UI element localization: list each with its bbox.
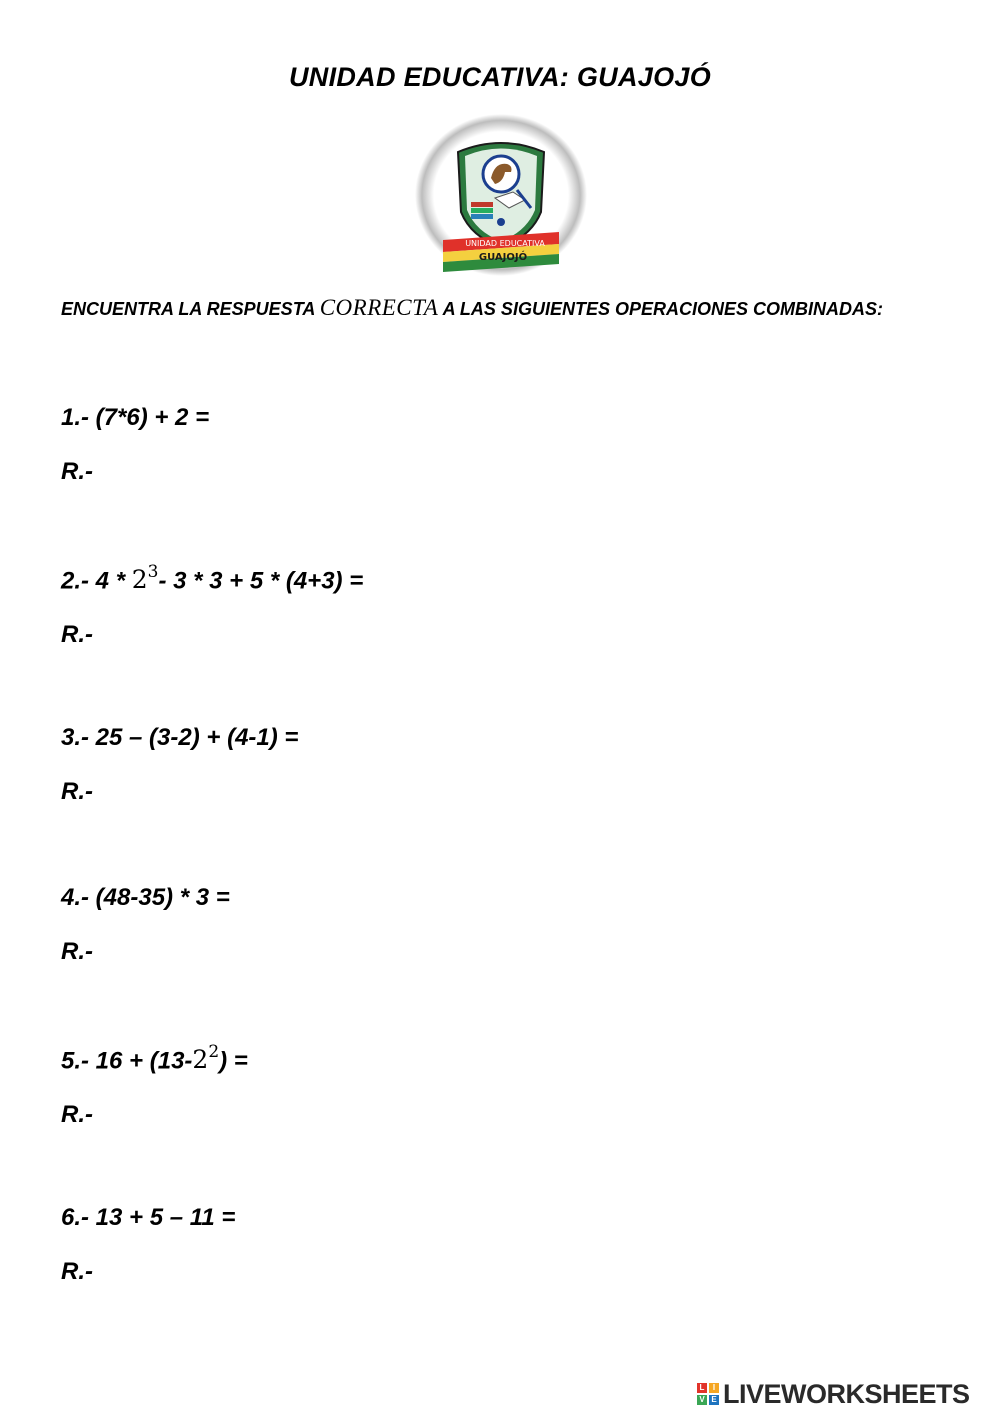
icon-letter: V bbox=[697, 1395, 707, 1405]
liveworksheets-brand: LIVEWORKSHEETS bbox=[723, 1378, 970, 1409]
power-expression: $2^2$ bbox=[192, 1042, 220, 1075]
icon-letter: E bbox=[709, 1395, 719, 1405]
power-expression: $2^3$ bbox=[131, 562, 159, 595]
exercise-6 bbox=[61, 1204, 761, 1286]
exercise-2 bbox=[61, 564, 761, 649]
exercise-question: 1.- (7*6) + 2 = bbox=[61, 404, 210, 431]
exercise-question: 4.- (48-35) * 3 = bbox=[61, 884, 230, 911]
instruction-after: A LAS SIGUIENTES OPERACIONES COMBINADAS: bbox=[438, 299, 883, 319]
icon-letter: I bbox=[709, 1383, 719, 1393]
instruction-emphasis: CORRECTA bbox=[319, 295, 439, 320]
books-icon bbox=[471, 202, 493, 207]
school-crest-logo bbox=[413, 112, 589, 278]
banner-bottom-text: GUAJOJÓ bbox=[478, 252, 528, 263]
page-title: UNIDAD EDUCATIVA: GUAJOJÓ bbox=[288, 62, 712, 92]
answer-field[interactable]: R.- bbox=[61, 621, 93, 649]
answer-field[interactable]: R.- bbox=[61, 778, 93, 805]
liveworksheets-icon bbox=[697, 1383, 719, 1405]
answer-field[interactable]: R.- bbox=[61, 938, 93, 965]
exercise-1 bbox=[61, 404, 761, 486]
answer-field[interactable]: R.- bbox=[61, 458, 93, 485]
banner-top-text: UNIDAD EDUCATIVA bbox=[465, 239, 545, 248]
instruction-text bbox=[61, 292, 941, 325]
icon-letter: L bbox=[697, 1383, 707, 1393]
exercise-question: 3.- 25 – (3-2) + (4-1) = bbox=[61, 724, 299, 751]
exercise-question: 2.- $4 * 2^3-$ 3 * 3 + 5 * (4+3) = bbox=[61, 562, 364, 595]
exercise-question: 5.- $16 + (13-2^2)$ = bbox=[61, 1042, 248, 1075]
exercise-3 bbox=[61, 724, 761, 806]
exercise-5 bbox=[61, 1044, 761, 1129]
instruction-before: ENCUENTRA LA RESPUESTA bbox=[61, 299, 320, 319]
answer-field[interactable]: R.- bbox=[61, 1258, 93, 1285]
liveworksheets-watermark[interactable] bbox=[697, 1378, 970, 1410]
exercise-4 bbox=[61, 884, 761, 966]
exercise-question: 6.- 13 + 5 – 11 = bbox=[61, 1204, 236, 1231]
answer-field[interactable]: R.- bbox=[61, 1101, 93, 1129]
